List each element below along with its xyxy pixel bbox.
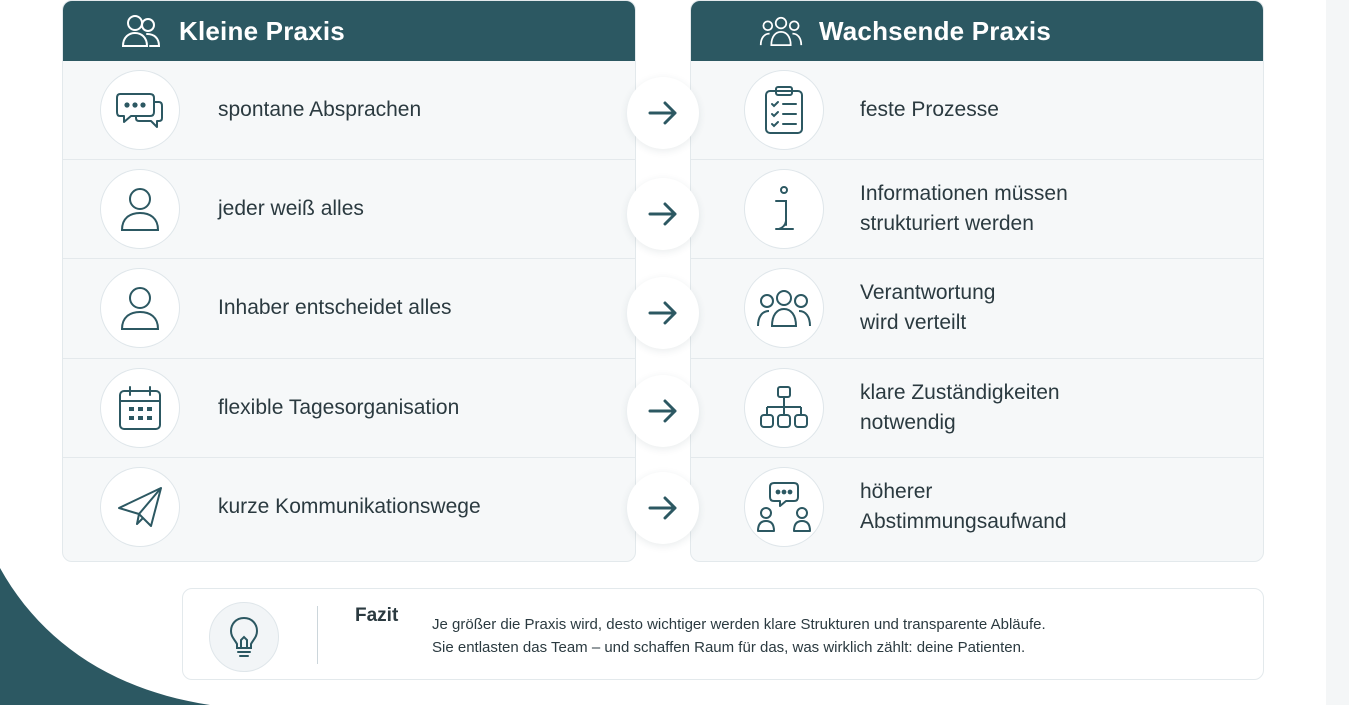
row-label: feste Prozesse xyxy=(860,98,999,122)
list-item xyxy=(691,359,1263,458)
list-item xyxy=(691,458,1263,557)
arrow-right-icon xyxy=(627,178,699,250)
clipboard-checklist-icon xyxy=(744,70,824,150)
list-item xyxy=(691,160,1263,259)
conclusion-line: Je größer die Praxis wird, desto wichtiger werden klare Strukturen und transparente Abläufe. xyxy=(432,616,1046,633)
list-item xyxy=(63,458,635,557)
row-label: Verantwortung wird verteilt xyxy=(860,281,996,335)
list-item xyxy=(691,259,1263,358)
row-label: Informationen müssen strukturiert werden xyxy=(860,182,1068,236)
list-item xyxy=(691,61,1263,160)
conclusion-line: Sie entlasten das Team – und schaffen Raum für das, was wirklich zählt: deine Patienten. xyxy=(432,639,1026,656)
group-icon xyxy=(759,11,803,51)
row-label: höherer Abstimmungsaufwand xyxy=(860,480,1067,534)
conclusion-text xyxy=(432,613,1046,659)
arrow-right-icon xyxy=(627,375,699,447)
list-item xyxy=(63,259,635,358)
growing-practice-title: Wachsende Praxis xyxy=(819,15,1052,46)
arrow-right-icon xyxy=(627,277,699,349)
list-item xyxy=(63,359,635,458)
growing-practice-header xyxy=(691,1,1263,61)
chat-bubbles-icon xyxy=(100,70,180,150)
info-icon xyxy=(744,169,824,249)
calendar-icon xyxy=(100,368,180,448)
group-icon xyxy=(744,268,824,348)
arrow-right-icon xyxy=(627,472,699,544)
conclusion-title: Fazit xyxy=(355,605,399,626)
org-chart-icon xyxy=(744,368,824,448)
row-label: klare Zuständigkeiten notwendig xyxy=(860,380,1060,434)
conclusion-box xyxy=(182,588,1264,680)
row-label: kurze Kommunikationswege xyxy=(218,495,481,519)
row-label: Inhaber entscheidet alles xyxy=(218,296,452,320)
row-label: spontane Absprachen xyxy=(218,98,422,122)
small-practice-header xyxy=(63,1,635,61)
divider xyxy=(317,606,318,664)
lightbulb-icon xyxy=(209,602,279,672)
list-item xyxy=(63,61,635,160)
row-label: flexible Tagesorganisation xyxy=(218,395,460,419)
paper-plane-icon xyxy=(100,467,180,547)
row-label: jeder weiß alles xyxy=(218,197,364,221)
small-practice-title: Kleine Praxis xyxy=(179,15,345,46)
discussion-icon xyxy=(744,467,824,547)
list-item xyxy=(63,160,635,259)
growing-practice-panel xyxy=(690,0,1264,562)
person-icon xyxy=(100,169,180,249)
arrow-right-icon xyxy=(627,77,699,149)
small-practice-panel xyxy=(62,0,636,562)
person-icon xyxy=(100,268,180,348)
people-icon xyxy=(119,11,163,51)
